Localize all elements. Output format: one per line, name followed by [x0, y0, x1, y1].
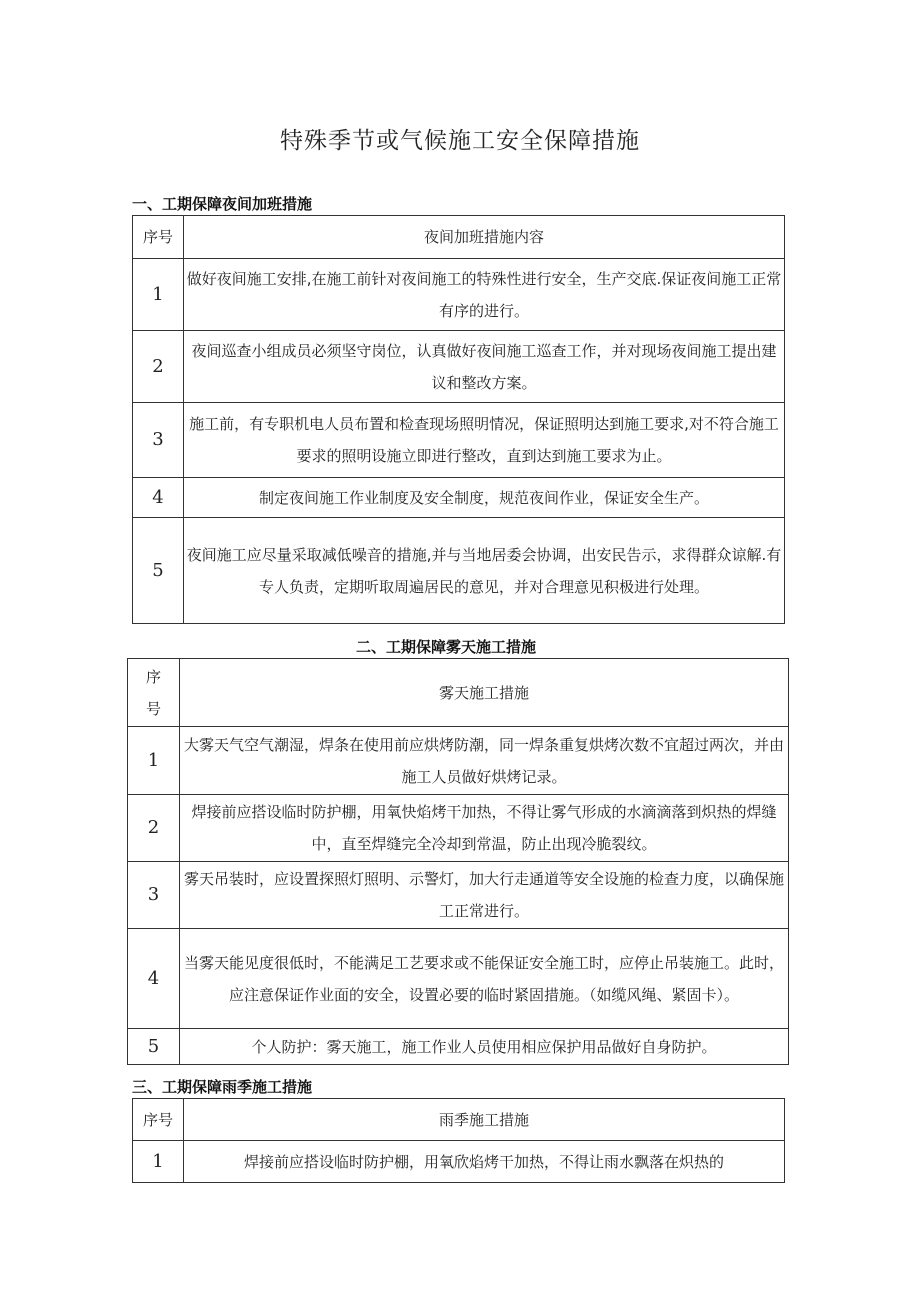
table-row — [128, 929, 789, 1029]
table-header-row — [133, 216, 785, 259]
fog-measures-table — [127, 658, 789, 1065]
row-text: 制定夜间施工作业制度及安全制度，规范夜间作业，保证安全生产。 — [184, 478, 785, 518]
col-header-no: 序号 — [133, 1099, 184, 1141]
row-number: 1 — [128, 727, 180, 795]
row-number: 4 — [133, 478, 184, 518]
col-header-no: 序号 — [128, 659, 180, 727]
row-number: 1 — [133, 259, 184, 331]
row-text: 做好夜间施工安排,在施工前针对夜间施工的特殊性进行安全，生产交底.保证夜间施工正常有序的进行。 — [184, 259, 785, 331]
row-number: 4 — [128, 929, 180, 1029]
row-text: 大雾天气空气潮湿，焊条在使用前应烘烤防潮，同一焊条重复烘烤次数不宜超过两次，并由施工人员做好烘烤记录。 — [180, 727, 789, 795]
row-text: 雾天吊装时，应设置探照灯照明、示警灯，加大行走通道等安全设施的检查力度，以确保施工正常进行。 — [180, 862, 789, 929]
row-text: 夜间施工应尽量采取减低噪音的措施,并与当地居委会协调，出安民告示，求得群众谅解.有专人负责，定期听取周遍居民的意见，并对合理意见积极进行处理。 — [184, 518, 785, 624]
table-row — [133, 259, 785, 331]
row-text: 个人防护：雾天施工，施工作业人员使用相应保护用品做好自身防护。 — [180, 1029, 789, 1065]
table-row — [133, 403, 785, 478]
row-number: 5 — [133, 518, 184, 624]
table-row — [133, 331, 785, 403]
table-row — [128, 727, 789, 795]
table-row — [128, 1029, 789, 1065]
section-heading-rain: 三、工期保障雨季施工措施 — [132, 1078, 313, 1096]
row-text: 焊接前应搭设临时防护棚，用氧欣焰烤干加热，不得让雨水飘落在炽热的 — [184, 1141, 785, 1183]
row-number: 3 — [133, 403, 184, 478]
row-number: 2 — [133, 331, 184, 403]
row-text: 焊接前应搭设临时防护棚，用氧快焰烤干加热，不得让雾气形成的水滴滴落到炽热的焊缝中，直至焊缝完全冷却到常温，防止出现冷脆裂纹。 — [180, 795, 789, 862]
row-number: 5 — [128, 1029, 180, 1065]
col-header-content: 夜间加班措施内容 — [184, 216, 785, 259]
row-number: 2 — [128, 795, 180, 862]
row-number: 3 — [128, 862, 180, 929]
table-row — [133, 518, 785, 624]
section-heading-night: 一、工期保障夜间加班措施 — [132, 195, 313, 213]
col-header-no: 序号 — [133, 216, 184, 259]
row-text: 当雾天能见度很低时，不能满足工艺要求或不能保证安全施工时，应停止吊装施工。此时，应注意保证作业面的安全，设置必要的临时紧固措施。（如缆风绳、紧固卡）。 — [180, 929, 789, 1029]
table-row — [128, 862, 789, 929]
table-row — [128, 795, 789, 862]
row-text: 施工前，有专职机电人员布置和检查现场照明情况，保证照明达到施工要求,对不符合施工要求的照明设施立即进行整改，直到达到施工要求为止。 — [184, 403, 785, 478]
rain-measures-table — [132, 1098, 785, 1183]
table-header-row — [133, 1099, 785, 1141]
table-row — [133, 1141, 785, 1183]
night-measures-table — [132, 215, 785, 624]
table-header-row — [128, 659, 789, 727]
page-title: 特殊季节或气候施工安全保障措施 — [280, 128, 640, 154]
col-header-content: 雨季施工措施 — [184, 1099, 785, 1141]
col-header-content: 雾天施工措施 — [180, 659, 789, 727]
row-number: 1 — [133, 1141, 184, 1183]
table-row — [133, 478, 785, 518]
row-text: 夜间巡查小组成员必须坚守岗位，认真做好夜间施工巡查工作，并对现场夜间施工提出建议和整改方案。 — [184, 331, 785, 403]
section-heading-fog: 二、工期保障雾天施工措施 — [356, 638, 537, 656]
